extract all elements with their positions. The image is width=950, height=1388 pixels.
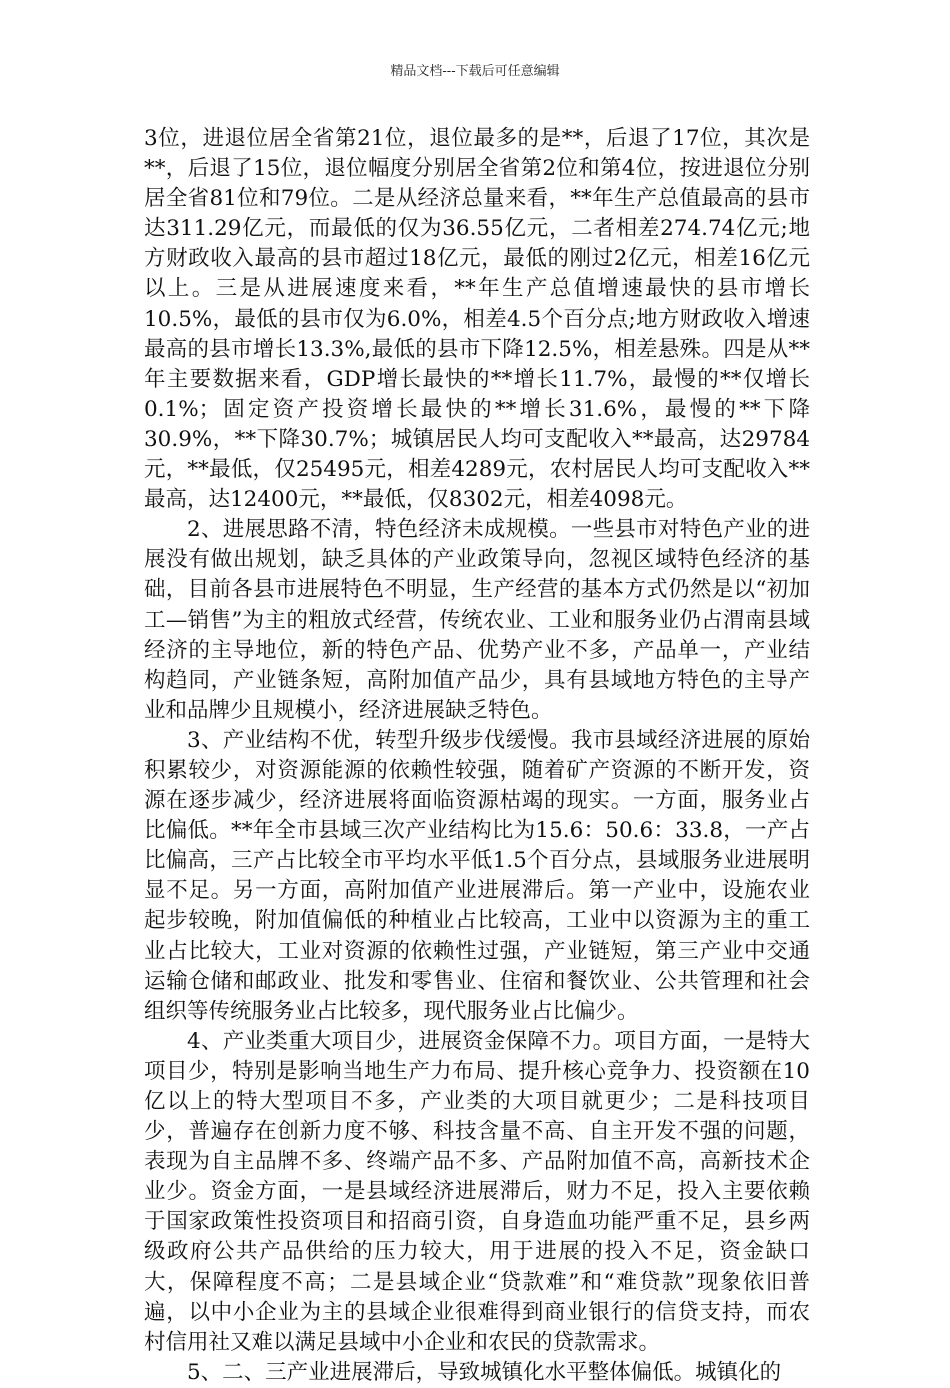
paragraph-3: 3、产业结构不优，转型升级步伐缓慢。我市县域经济进展的原始积累较少，对资源能源的依赖性较强，随着矿产资源的不断开发，资源在逐步减少，经济进展将面临资源枯竭的现实。一方面，服务业占比偏低。**年全市县域三次产业结构比为15.6：50.6：33.8，一产占比偏高，三产占比较全市平均水平低1.5个百分点，县域服务业进展明显不足。另一方面，高附加值产业进展滞后。第一产业中，设施农业起步较晚，附加值偏低的种植业占比较高，工业中以资源为主的重工业占比较大，工业对资源的依赖性过强，产业链短，第三产业中交通运输仓储和邮政业、批发和零售业、住宿和餐饮业、公共管理和社会组织等传统服务业占比较多，现代服务业占比偏少。: [144, 727, 810, 1024]
paragraph-2: 2、进展思路不清，特色经济未成规模。一些县市对特色产业的进展没有做出规划，缺乏具体的产业政策导向，忽视区域特色经济的基础，目前各县市进展特色不明显，生产经营的基本方式仍然是以“初加工—销售”为主的粗放式经营，传统农业、工业和服务业仍占渭南县域经济的主导地位，新的特色产品、优势产业不多，产品单一，产业结构趋同，产业链条短，高附加值产品少，具有县域地方特色的主导产业和品牌少且规模小，经济进展缺乏特色。: [144, 517, 810, 723]
paragraph-continued: 3位，进退位居全省第21位，退位最多的是**，后退了17位，其次是**，后退了15位，退位幅度分别居全省第2位和第4位，按进退位分别居全省81位和79位。二是从经济总量来看，**年生产总值最高的县市达311.29亿元，而最低的仅为36.55亿元，二者相差274.74亿元;地方财政收入最高的县市超过18亿元，最低的刚过2亿元，相差16亿元以上。三是从进展速度来看，**年生产总值增速最快的县市增长10.5%，最低的县市仅为6.0%，相差4.5个百分点;地方财政收入增速最高的县市增长13.3%,最低的县市下降12.5%，相差悬殊。四是从**年主要数据来看，GDP增长最快的**增长11.7%，最慢的**仅增长0.1%；固定资产投资增长最快的**增长31.6%，最慢的**下降30.9%，**下降30.7%；城镇居民人均可支配收入**最高，达29784元，**最低，仅25495元，相差4289元，农村居民人均可支配收入**最高，达12400元，**最低，仅8302元，相差4098元。: [144, 126, 810, 513]
document-body: [144, 124, 810, 1388]
page-header: 精品文档---下载后可任意编辑: [390, 64, 560, 79]
paragraph-4: 4、产业类重大项目少，进展资金保障不力。项目方面，一是特大项目少，特别是影响当地生产力布局、提升核心竞争力、投资额在10亿以上的特大型项目不多，产业类的大项目就更少；二是科技项目少，普遍存在创新力度不够、科技含量不高、自主开发不强的问题，表现为自主品牌不多、终端产品不多、产品附加值不高，高新技术企业少。资金方面，一是县域经济进展滞后，财力不足，投入主要依赖于国家政策性投资项目和招商引资，自身造血功能严重不足，县乡两级政府公共产品供给的压力较大，用于进展的投入不足，资金缺口大，保障程度不高；二是县域企业“贷款难”和“难贷款”现象依旧普遍，以中小企业为主的县域企业很难得到商业银行的信贷支持，而农村信用社又难以满足县域中小企业和农民的贷款需求。: [144, 1028, 810, 1355]
paragraph-5: 5、二、三产业进展滞后，导致城镇化水平整体偏低。城镇化的: [187, 1359, 782, 1385]
